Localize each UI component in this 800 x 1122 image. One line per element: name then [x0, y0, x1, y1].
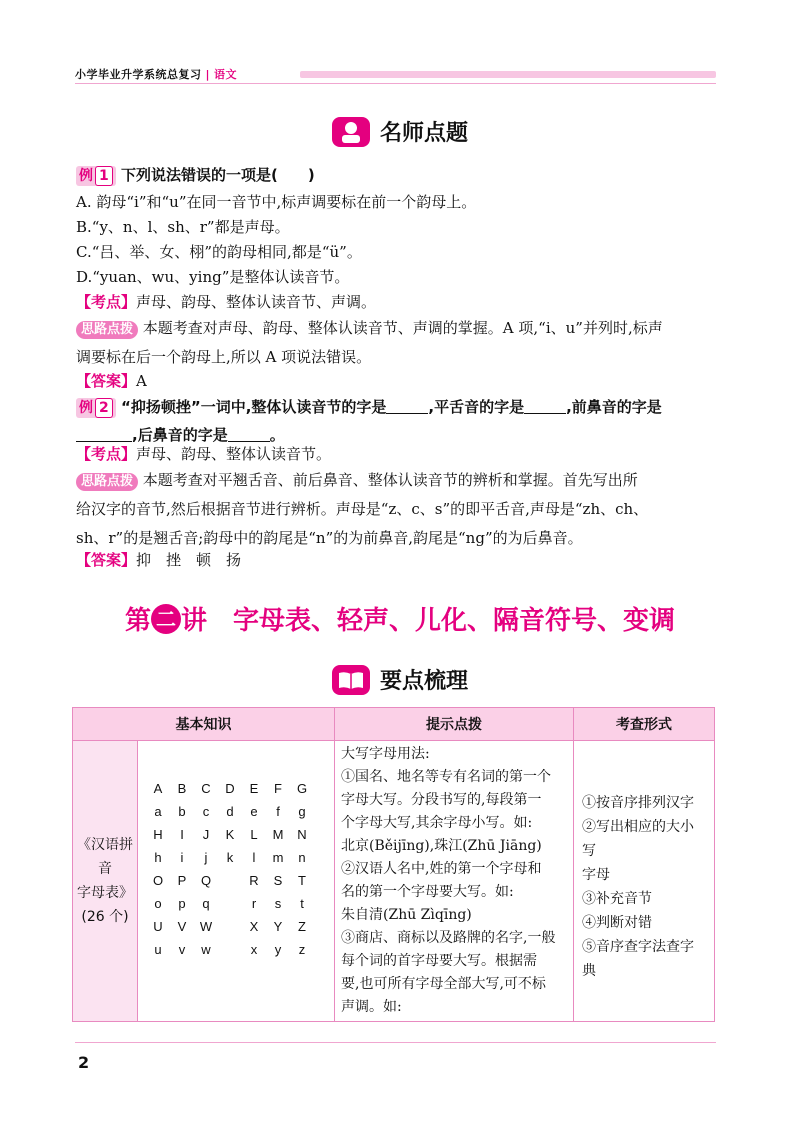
key-points-table: [72, 707, 715, 1022]
alphabet-row: [146, 827, 334, 850]
alphabet-letter: z: [298, 942, 306, 957]
footer-rule: [75, 1042, 716, 1043]
alphabet-letter: k: [226, 850, 234, 865]
exam-line: ③补充音节: [582, 891, 652, 907]
alphabet-letter: r: [251, 896, 257, 911]
col-basic-knowledge: 基本知识: [73, 708, 335, 741]
exam-line: ①按音序排列汉字: [582, 795, 694, 811]
hint-line: ②汉语人名中,姓的第一个字母和: [341, 861, 542, 877]
alphabet-letter: h: [154, 850, 162, 865]
alphabet-letter: o: [154, 896, 162, 911]
alphabet-letter: p: [178, 896, 186, 911]
alphabet-letter: u: [154, 942, 162, 957]
hint-line: ①国名、地名等专有名词的第一个: [341, 769, 551, 785]
ex2-answer: 【答案】抑 挫 顿 扬: [76, 551, 242, 569]
hint-line: 名的第一个字母要大写。如:: [341, 884, 514, 900]
teacher-icon: [332, 117, 370, 147]
ex2-kaodian: 【考点】声母、韵母、整体认读音节。: [76, 445, 332, 463]
alphabet-letter: n: [298, 850, 306, 865]
exam-line: ②写出相应的大小写: [582, 819, 694, 859]
exam-line: 字母: [582, 867, 610, 883]
alphabet-letter: i: [180, 850, 184, 865]
ex1-silu-tag: 思路点拨: [76, 321, 138, 339]
alphabet-letter: Z: [298, 919, 306, 934]
header-separator: |: [205, 68, 211, 81]
alphabet-letter: a: [154, 804, 162, 819]
section-title-key-points: 要点梳理: [0, 664, 800, 695]
ex1-option-b: B.“y、n、l、sh、r”都是声母。: [76, 218, 290, 236]
table-header-row: [73, 708, 715, 741]
alphabet-letter: m: [272, 850, 284, 865]
blank-2[interactable]: [524, 397, 566, 414]
hint-line: 声调。如:: [341, 999, 402, 1015]
ex1-option-a: A. 韵母“i”和“u”在同一音节中,标声调要标在前一个韵母上。: [76, 193, 477, 211]
hint-line: 要,也可所有字母全部大写,可不标: [341, 976, 546, 992]
alphabet-letter: x: [250, 942, 258, 957]
ex1-option-d: D.“yuan、wu、ying”是整体认读音节。: [76, 268, 350, 286]
alphabet-letter: K: [225, 827, 235, 842]
ex2-label: 例 2: [76, 398, 116, 418]
ex2-silu-tag: 思路点拨: [76, 473, 138, 491]
alphabet-letter: W: [199, 919, 213, 934]
alphabet-letter: [218, 873, 242, 896]
alphabet-row: [146, 919, 334, 942]
alphabet-letter: C: [201, 781, 211, 796]
blank-3[interactable]: [76, 425, 132, 442]
alphabet-letter: [218, 942, 242, 965]
alphabet-letter: D: [225, 781, 235, 796]
exam-lines: [582, 791, 706, 983]
alphabet-letter: s: [274, 896, 282, 911]
alphabet-letter: G: [296, 781, 308, 796]
exam-line: ④判断对错: [582, 915, 652, 931]
alphabet-letter: R: [249, 873, 259, 888]
alphabet-letter: M: [272, 827, 284, 842]
alphabet-cell: [138, 741, 335, 1022]
page-number: 2: [78, 1053, 90, 1072]
table-row: [73, 741, 715, 1022]
running-header: [75, 66, 237, 82]
lecture-heading: 第 二 讲 字母表、轻声、儿化、隔音符号、变调: [124, 606, 676, 636]
exam-cell: [574, 741, 715, 1022]
alphabet-row: [146, 896, 334, 919]
alphabet-letter: L: [250, 827, 258, 842]
alphabet-letter: A: [153, 781, 163, 796]
alphabet-letter: b: [178, 804, 186, 819]
section-title-teacher: 名师点题: [0, 116, 800, 147]
col-hints: 提示点拨: [335, 708, 574, 741]
book-icon: [332, 665, 370, 695]
header-decor-bar: [300, 71, 716, 78]
hint-line: 字母大写。分段书写的,每段第一: [341, 792, 542, 808]
header-rule: [75, 83, 716, 84]
alphabet-letter: U: [153, 919, 163, 934]
alphabet-letter: c: [202, 804, 210, 819]
alphabet-letter: F: [274, 781, 282, 796]
ex1-answer: 【答案】A: [76, 372, 147, 390]
alphabet-row: [146, 942, 334, 965]
ex1-question: 例 1 下列说法错误的一项是( ): [76, 163, 315, 187]
hint-cell: [335, 741, 574, 1022]
alphabet-letter: Q: [200, 873, 212, 888]
alphabet-row: [146, 873, 334, 896]
alphabet-letter: d: [226, 804, 234, 819]
hint-line: 大写字母用法:: [341, 746, 430, 762]
alphabet-letter: X: [249, 919, 259, 934]
blank-4[interactable]: [228, 425, 270, 442]
blank-1[interactable]: [386, 397, 428, 414]
ex1-kaodian: 【考点】声母、韵母、整体认读音节、声调。: [76, 293, 377, 311]
alphabet-letter: [218, 919, 242, 942]
hint-lines: [341, 743, 567, 1019]
alphabet-letter: g: [298, 804, 306, 819]
alphabet-letter: S: [273, 873, 283, 888]
alphabet-letter: J: [202, 827, 210, 842]
alphabet-letter: V: [177, 919, 187, 934]
book-title: 小学毕业升学系统总复习: [75, 68, 202, 81]
alphabet-row: [146, 781, 334, 804]
alphabet-letter: l: [252, 850, 256, 865]
alphabet-letter: y: [274, 942, 282, 957]
hint-line: 每个词的首字母要大写。根据需: [341, 953, 537, 969]
alphabet-grid: [146, 781, 334, 965]
ex2-question: 例 2 “抑扬顿挫”一词中,整体认读音节的字是 ,平舌音的字是 ,前鼻音的字是 ,后鼻音的字是 。: [76, 393, 726, 449]
topic-cell: 《汉语拼音 字母表》 (26 个): [73, 741, 138, 1022]
alphabet-letter: e: [250, 804, 258, 819]
ex1-label: 例 1: [76, 166, 116, 186]
ex1-silu: 思路点拨 本题考查对声母、韵母、整体认读音节、声调的掌握。A 项,“i、u”并列时,标声 调要标在后一个韵母上,所以 A 项说法错误。: [76, 319, 663, 366]
alphabet-letter: B: [177, 781, 187, 796]
alphabet-letter: w: [201, 942, 211, 957]
alphabet-letter: N: [297, 827, 307, 842]
alphabet-letter: O: [152, 873, 164, 888]
alphabet-letter: j: [204, 850, 208, 865]
alphabet-letter: v: [178, 942, 186, 957]
alphabet-letter: T: [298, 873, 306, 888]
hint-line: 北京(Běijīng),珠江(Zhū Jiāng): [341, 838, 542, 854]
subject-label: 语文: [214, 68, 238, 81]
alphabet-letter: f: [276, 804, 280, 819]
hint-line: 朱自清(Zhū Zìqīng): [341, 907, 472, 923]
alphabet-row: [146, 850, 334, 873]
hint-line: ③商店、商标以及路牌的名字,一般: [341, 930, 556, 946]
alphabet-letter: t: [300, 896, 304, 911]
ex1-option-c: C.“吕、举、女、栩”的韵母相同,都是“ü”。: [76, 243, 362, 261]
alphabet-letter: H: [153, 827, 163, 842]
col-exam-forms: 考查形式: [574, 708, 715, 741]
alphabet-letter: E: [249, 781, 259, 796]
alphabet-letter: P: [177, 873, 187, 888]
exam-line: ⑤音序查字法查字典: [582, 939, 694, 979]
alphabet-letter: I: [180, 827, 184, 842]
alphabet-letter: q: [202, 896, 210, 911]
alphabet-letter: Y: [273, 919, 283, 934]
ex2-silu: 思路点拨 本题考查对平翘舌音、前后鼻音、整体认读音节的辨析和掌握。首先写出所 给汉字的音节,然后根据音节进行辨析。声母是“z、c、s”的即平舌音,声母是“zh、ch、 sh、r”的是翘舌音;韵母中的韵尾是“n”的为前鼻音,韵尾是“ng”的为后鼻音。: [76, 471, 649, 547]
alphabet-row: [146, 804, 334, 827]
hint-line: 个字母大写,其余字母小写。如:: [341, 815, 533, 831]
lecture-number: 二: [151, 604, 181, 634]
alphabet-letter: [218, 896, 242, 919]
